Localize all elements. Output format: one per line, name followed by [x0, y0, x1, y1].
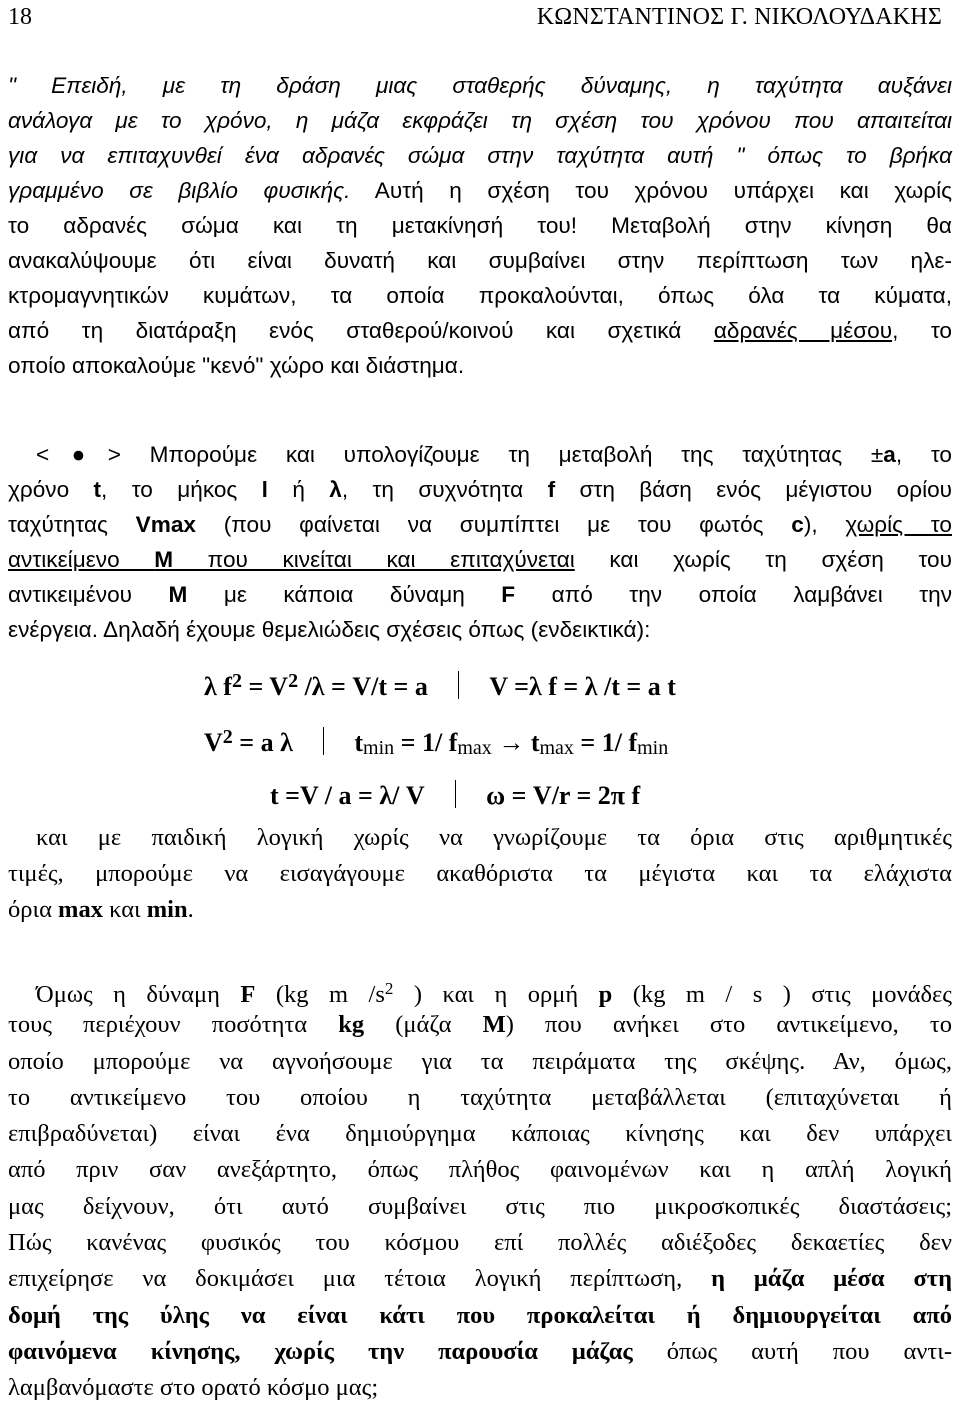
paragraph-limits — [8, 820, 952, 928]
text-line: κτρομαγνητικών κυμάτων, τα οποία προκαλούνται, όπως όλα τα κύματα, — [8, 283, 952, 308]
text-line: τους περιέχουν ποσότητα kg (μάζα M) που ανήκει στο αντικείμενο, το — [8, 1011, 952, 1039]
text-line: λαμβανόμαστε στο ορατό κόσμο μας; — [8, 1374, 379, 1402]
text-line: ενέργεια. Δηλαδή έχουμε θεμελιώδεις σχέσεις όπως (ενδεικτικά): — [8, 617, 651, 642]
text-line: το αντικείμενο του οποίου η ταχύτητα μεταβάλλεται (επιταχύνεται ή — [8, 1083, 952, 1111]
text-line: από πριν σαν ανεξάρτητο, όπως πλήθος φαινομένων και η απλή λογική — [8, 1156, 952, 1184]
text-line: ταχύτητας Vmax (που φαίνεται να συμπίπτει με του φωτός c), χωρίς το — [8, 512, 952, 537]
page-number: 18 — [8, 4, 32, 30]
text-line: για να επιταχυνθεί ένα αδρανές σώμα στην ταχύτητα αυτή " όπως το βρήκα — [8, 143, 952, 168]
text-line: φαινόμενα κίνησης, χωρίς την παρουσία μάζας όπως αυτή που αντι- — [8, 1337, 952, 1365]
text-line: γραμμένο σε βιβλίο φυσικής. Αυτή η σχέση του χρόνου υπάρχει και χωρίς — [8, 178, 953, 203]
text-line: και με παιδική λογική χωρίς να γνωρίζουμε τα όρια στις αριθμητικές — [36, 824, 952, 851]
text-line: επιχείρησε να δοκιμάσει μια τέτοια λογική περίπτωση, η μάζα μέσα στη — [8, 1265, 952, 1293]
text-line: από τη διατάραξη ενός σταθερού/κοινού και σχετικά αδρανές μέσου, το — [8, 318, 952, 343]
paragraph-relations — [8, 437, 952, 647]
text-line: τιμές, μπορούμε να εισαγάγουμε ακαθόριστα τα μέγιστα και τα ελάχιστα — [8, 860, 952, 887]
page-header — [8, 4, 952, 34]
text-line: το αδρανές σώμα και τη μετακίνησή του! Μεταβολή στην κίνηση θα — [8, 213, 952, 238]
text-line: αντικειμένου M με κάποια δύναμη F από την οποία λαμβάνει την — [8, 582, 952, 607]
running-head-author: ΚΩΝΣΤΑΝΤΙΝΟΣ Γ. ΝΙΚΟΛΟΥΔΑΚΗΣ — [536, 4, 942, 30]
text-line: Όμως η δύναμη F (kg m $/s^2$ ) και η ορμή p (kg m / s ) στις μονάδες — [36, 979, 952, 1008]
text-line: όρια max και min. — [8, 896, 194, 923]
text-line: " Επειδή, με τη δράση μιας σταθερής δύναμης, η ταχύτητα αυξάνει — [8, 73, 952, 98]
text-line: δομή της ύλης να είναι κάτι που προκαλείται ή δημιουργείται από — [8, 1301, 952, 1329]
text-line: ανακαλύψουμε ότι είναι δυνατή και συμβαίνει στην περίπτωση των ηλε- — [8, 248, 952, 273]
text-line: χρόνο t, το μήκος l ή λ, τη συχνότητα f στη βάση ενός μέγιστου ορίου — [8, 477, 953, 502]
text-line: Πώς κανένας φυσικός του κόσμου επί πολλές αδιέξοδες δεκαετίες δεν — [8, 1229, 952, 1257]
text-line: <●> Μπορούμε και υπολογίζουμε τη μεταβολή της ταχύτητας ±a, το — [36, 442, 952, 467]
formula-line: $V^2 = a$ λ $t_{min} = 1/$ $f_{max} \to t_{max} = 1/$ $f_{min}$ — [204, 726, 669, 759]
formula-line: t =V / a = λ/ V ω = V/r = 2π f — [270, 781, 641, 810]
text-line: ανάλογα με το χρόνο, η μάζα εκφράζει τη σχέση του χρόνου που απαιτείται — [8, 108, 952, 133]
text-line: αντικείμενο M που κινείται και επιταχύνεται και χωρίς τη σχέση του — [8, 547, 952, 572]
paragraph-mass — [8, 971, 952, 1407]
text-line: οποίο μπορούμε να αγνοήσουμε για τα πειράματα της σκέψης. Αν, όμως, — [8, 1047, 952, 1075]
formula-line: λ $f^2 = V^2$ /λ = V/t = a V =λ f = λ /t = a t — [204, 670, 676, 701]
text-line: μας δείχνουν, ότι αυτό συμβαίνει στις πιο μικροσκοπικές διαστάσεις; — [8, 1192, 952, 1220]
formula-separator — [323, 727, 325, 755]
text-line: επιβραδύνεται) είναι ένα δημιούργημα κάποιας κίνησης και δεν υπάρχει — [8, 1120, 952, 1148]
formula-separator — [455, 780, 457, 808]
formula-separator — [458, 671, 460, 699]
text-line: οποίο αποκαλούμε "κενό" χώρο και διάστημα. — [8, 353, 465, 378]
paragraph-quote — [8, 68, 952, 383]
